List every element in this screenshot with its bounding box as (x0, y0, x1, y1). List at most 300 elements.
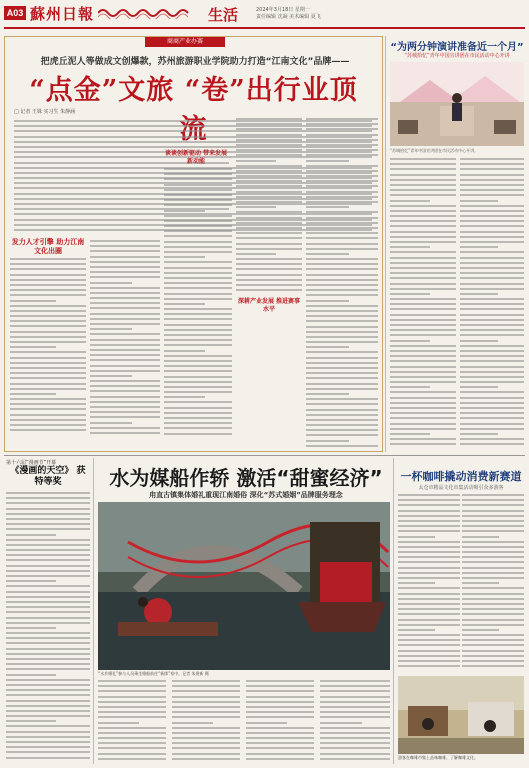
text-line (390, 257, 456, 259)
text-line (164, 396, 205, 398)
text-line (390, 303, 456, 305)
text-line (10, 258, 86, 260)
text-line (164, 339, 232, 341)
text-line (90, 416, 160, 418)
text-line (6, 502, 90, 504)
text-line (390, 231, 456, 233)
text-line (460, 428, 524, 430)
text-line (164, 386, 232, 388)
text-line (306, 336, 378, 338)
text-line (390, 438, 456, 440)
text-line (306, 331, 378, 333)
text-line (164, 350, 205, 352)
text-line (460, 251, 524, 253)
text-line (320, 747, 390, 749)
coffee-subtitle: 太仓市精品文化市集活动吸引众多游客 (418, 485, 504, 491)
text-line (10, 331, 86, 333)
text-line (320, 706, 390, 708)
text-line (6, 606, 90, 608)
text-line (246, 690, 314, 692)
text-line (6, 565, 90, 567)
text-line (398, 577, 460, 579)
text-line (10, 263, 86, 265)
text-line (390, 251, 456, 253)
lead-subhead-2: 谈谈创新驱动 带来发展新动能 (164, 150, 228, 165)
text-line (398, 541, 460, 543)
text-line (306, 191, 378, 193)
text-line (6, 700, 90, 702)
coffee-col-2 (462, 494, 524, 670)
text-line (306, 222, 378, 224)
text-line (390, 272, 456, 274)
text-line (164, 376, 232, 378)
text-line (390, 277, 456, 279)
text-line (90, 292, 160, 294)
text-line (460, 366, 524, 368)
text-line (398, 494, 460, 496)
text-line (90, 401, 160, 403)
text-line (10, 424, 86, 426)
text-line (164, 225, 232, 227)
left-headline: 《漫画的天空》 获特等奖 (10, 466, 86, 487)
text-line (236, 149, 302, 151)
text-line (460, 438, 524, 440)
text-line (462, 603, 524, 605)
text-line (390, 334, 456, 336)
text-line (306, 118, 378, 120)
text-line (390, 423, 456, 425)
text-line (236, 243, 302, 245)
text-line (462, 639, 524, 641)
text-line (390, 194, 456, 196)
text-line (306, 258, 378, 260)
text-line (98, 696, 166, 698)
text-line (6, 736, 90, 738)
text-line (398, 520, 460, 522)
text-line (6, 689, 90, 691)
text-line (10, 289, 86, 291)
text-line (90, 297, 160, 299)
text-line (306, 310, 378, 312)
text-line (398, 556, 460, 558)
text-line (462, 572, 524, 574)
text-line (90, 349, 160, 351)
text-line (460, 376, 524, 378)
wedding-boat-photo (98, 502, 390, 670)
text-line (236, 180, 302, 182)
text-line (462, 629, 499, 631)
text-line (306, 134, 378, 136)
text-line (460, 314, 524, 316)
text-line (10, 362, 86, 364)
text-line (172, 711, 240, 713)
text-line (164, 282, 232, 284)
text-line (10, 419, 86, 421)
text-line (306, 388, 378, 390)
text-line (306, 243, 378, 245)
text-line (236, 268, 302, 270)
text-line (306, 196, 378, 198)
text-line (90, 276, 160, 278)
text-line (320, 727, 390, 729)
text-line (306, 175, 378, 177)
text-line (460, 194, 524, 196)
text-line (164, 267, 232, 269)
text-line (306, 424, 378, 426)
text-line (398, 587, 460, 589)
text-line (306, 383, 378, 385)
text-line (236, 206, 276, 208)
text-line (6, 648, 90, 650)
text-line (172, 685, 240, 687)
text-line (390, 355, 456, 357)
text-line (6, 679, 90, 681)
text-line (236, 258, 302, 260)
text-line (462, 546, 524, 548)
text-line (6, 534, 56, 536)
text-line (164, 334, 232, 336)
text-line (390, 376, 456, 378)
text-line (306, 263, 378, 265)
text-line (90, 344, 160, 346)
text-line (460, 236, 524, 238)
text-line (306, 268, 378, 270)
text-line (98, 680, 166, 682)
text-line (164, 433, 232, 435)
text-line (390, 402, 456, 404)
text-line (462, 504, 524, 506)
text-line (90, 354, 160, 356)
text-line (462, 510, 524, 512)
text-line (390, 189, 456, 191)
text-line (98, 685, 166, 687)
text-line (398, 613, 460, 615)
text-line (6, 715, 90, 717)
text-line (236, 289, 302, 291)
text-line (460, 163, 524, 165)
text-line (390, 184, 456, 186)
text-line (306, 326, 378, 328)
text-line (462, 536, 499, 538)
text-line (6, 559, 90, 561)
text-line (306, 294, 378, 296)
coffee-market-photo (398, 676, 524, 754)
text-line (320, 696, 390, 698)
text-line (6, 508, 90, 510)
text-line (306, 154, 378, 156)
text-line (460, 402, 524, 404)
text-line (460, 225, 524, 227)
text-line (306, 398, 378, 400)
text-line (462, 613, 524, 615)
text-line (164, 210, 205, 212)
text-line (320, 685, 390, 687)
text-line (236, 175, 302, 177)
text-line (306, 289, 378, 291)
text-line (462, 655, 524, 657)
text-line (460, 345, 524, 347)
text-line (462, 582, 499, 584)
text-line (398, 639, 460, 641)
text-line (90, 422, 132, 424)
text-line (460, 174, 524, 176)
text-line (90, 261, 160, 263)
text-line (6, 575, 90, 577)
lead-col-1 (10, 258, 86, 434)
text-line (460, 433, 498, 435)
text-line (246, 742, 314, 744)
text-line (246, 747, 314, 749)
text-line (10, 429, 86, 431)
text-line (246, 758, 314, 760)
text-line (90, 256, 160, 258)
text-line (172, 706, 240, 708)
text-line (306, 362, 378, 364)
text-line (246, 737, 314, 739)
lecture-photo (390, 62, 524, 146)
text-line (6, 720, 56, 722)
text-line (6, 523, 90, 525)
date-line (256, 7, 321, 21)
text-line (10, 346, 56, 348)
text-line (10, 414, 86, 416)
column-divider (93, 458, 94, 764)
text-line (460, 324, 524, 326)
coffee-photo-caption: 游客在咖啡市集上品味咖啡、了解咖啡文化。 (398, 755, 478, 760)
text-line (390, 319, 456, 321)
text-line (164, 355, 232, 357)
text-line (390, 428, 456, 430)
text-line (164, 184, 232, 186)
text-line (90, 380, 160, 382)
text-line (236, 222, 302, 224)
text-line (164, 407, 232, 409)
text-line (90, 375, 132, 377)
text-line (398, 551, 460, 553)
text-line (462, 525, 524, 527)
text-line (462, 634, 524, 636)
text-line (6, 705, 90, 707)
text-line (6, 570, 90, 572)
text-line (398, 634, 460, 636)
text-line (398, 650, 460, 652)
text-line (398, 655, 460, 657)
text-line (460, 355, 524, 357)
text-line (98, 742, 166, 744)
text-line (390, 340, 430, 342)
text-line (90, 266, 160, 268)
text-line (236, 118, 302, 120)
text-line (10, 388, 86, 390)
water-headline: 水为媒船作轿 激活“甜蜜经济” (109, 466, 383, 490)
text-line (246, 701, 314, 703)
text-line (460, 189, 524, 191)
text-line (460, 184, 524, 186)
text-line (320, 680, 390, 682)
text-line (10, 305, 86, 307)
column-divider (393, 458, 394, 764)
text-line (246, 706, 314, 708)
text-line (10, 357, 86, 359)
text-line (6, 746, 90, 748)
text-line (306, 320, 378, 322)
text-line (398, 510, 460, 512)
text-line (10, 367, 86, 369)
text-line (390, 174, 456, 176)
text-line (164, 365, 232, 367)
text-line (462, 587, 524, 589)
text-line (460, 257, 524, 259)
text-line (390, 417, 456, 419)
text-line (390, 293, 430, 295)
text-line (90, 365, 160, 367)
text-line (398, 660, 460, 662)
text-line (98, 716, 166, 718)
text-line (6, 554, 90, 556)
text-line (460, 272, 524, 274)
text-line (398, 593, 460, 595)
text-line (390, 366, 456, 368)
text-line (306, 403, 378, 405)
text-line (164, 220, 232, 222)
text-line (462, 650, 524, 652)
text-line (306, 227, 378, 229)
text-line (460, 200, 498, 202)
text-line (164, 235, 232, 237)
text-line (10, 294, 86, 296)
text-line (306, 409, 378, 411)
text-line (306, 211, 378, 213)
text-line (164, 324, 232, 326)
text-line (246, 722, 287, 724)
text-line (390, 386, 430, 388)
text-line (6, 663, 90, 665)
text-line (6, 492, 90, 494)
text-line (10, 300, 56, 302)
text-line (164, 391, 232, 393)
text-line (164, 370, 232, 372)
text-line (90, 313, 160, 315)
text-line (6, 544, 90, 546)
text-line (398, 530, 460, 532)
text-line (390, 329, 456, 331)
text-line (460, 350, 524, 352)
text-line (460, 423, 524, 425)
text-line (246, 753, 314, 755)
text-line (306, 206, 349, 208)
text-line (460, 303, 524, 305)
text-line (320, 701, 390, 703)
text-line (462, 598, 524, 600)
text-line (460, 231, 524, 233)
text-line (462, 644, 524, 646)
text-line (246, 727, 314, 729)
text-line (172, 716, 240, 718)
text-line (306, 128, 378, 130)
text-line (460, 334, 524, 336)
text-line (398, 567, 460, 569)
text-line (164, 329, 232, 331)
text-line (90, 307, 160, 309)
text-line (460, 319, 524, 321)
text-line (10, 325, 86, 327)
text-line (398, 619, 460, 621)
text-line (172, 727, 240, 729)
text-line (164, 417, 232, 419)
text-line (306, 139, 378, 141)
text-line (460, 168, 524, 170)
text-line (6, 637, 90, 639)
water-col-3 (246, 680, 314, 763)
text-line (98, 758, 166, 760)
text-line (462, 593, 524, 595)
text-line (10, 310, 86, 312)
text-line (172, 722, 213, 724)
lead-subhead-1: 发力人才引擎 助力江南文化出圈 (11, 238, 85, 255)
text-line (172, 732, 240, 734)
text-line (10, 279, 86, 281)
text-line (460, 381, 524, 383)
section-divider (4, 455, 525, 456)
text-line (306, 185, 378, 187)
text-line (6, 497, 90, 499)
text-line (390, 308, 456, 310)
text-line (6, 617, 90, 619)
section-title: 生活 (208, 6, 239, 24)
text-line (462, 561, 524, 563)
text-line (460, 308, 524, 310)
text-line (10, 315, 86, 317)
text-line (390, 350, 456, 352)
text-line (398, 608, 460, 610)
text-line (398, 572, 460, 574)
text-line (164, 199, 232, 201)
text-line (164, 293, 232, 295)
text-line (236, 217, 302, 219)
text-line (306, 160, 349, 162)
text-line (6, 622, 90, 624)
text-line (460, 277, 524, 279)
text-line (164, 381, 232, 383)
text-line (390, 433, 430, 435)
text-line (460, 262, 524, 264)
text-line (306, 232, 378, 234)
masthead-rule (4, 27, 525, 29)
left-col (6, 492, 90, 762)
text-line (10, 320, 86, 322)
lead-subtitle: 把虎丘泥人等做成文创爆款，苏州旅游职业学院助力打造“江南文化”品牌—— (40, 57, 350, 67)
text-line (460, 340, 498, 342)
text-line (172, 737, 240, 739)
text-line (164, 427, 232, 429)
text-line (390, 371, 456, 373)
text-line (90, 370, 160, 372)
text-line (6, 653, 90, 655)
lead-col-5 (306, 118, 378, 450)
text-line (164, 344, 232, 346)
water-col-4 (320, 680, 390, 763)
text-line (236, 160, 276, 162)
text-line (246, 685, 314, 687)
water-col-1 (98, 680, 166, 763)
text-line (390, 381, 456, 383)
text-line (6, 539, 90, 541)
newspaper-logo: 蘇州日報 (30, 5, 95, 23)
text-line (90, 328, 132, 330)
text-line (10, 372, 86, 374)
text-line (236, 139, 302, 141)
text-line (306, 165, 378, 167)
